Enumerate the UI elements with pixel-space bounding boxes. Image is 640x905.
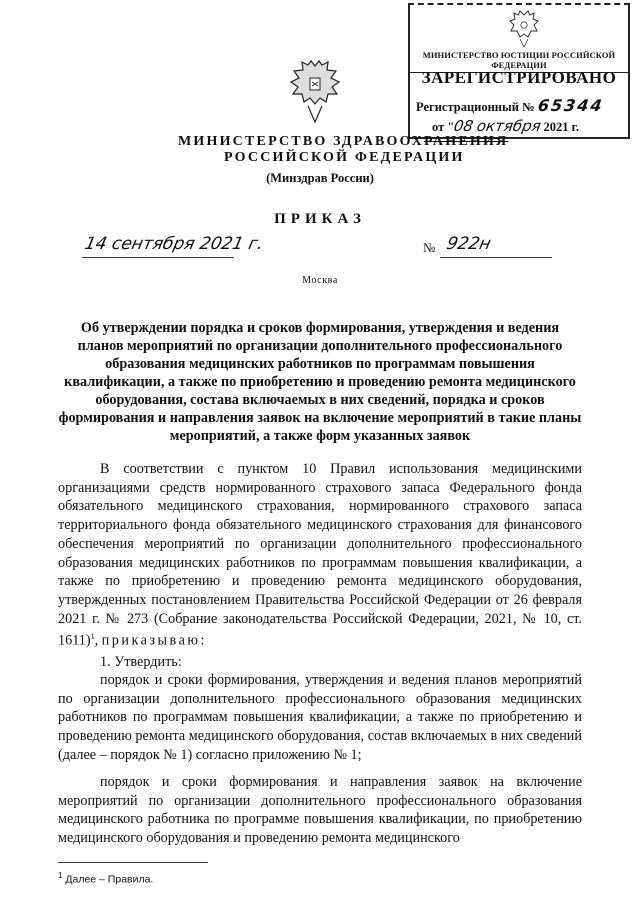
double-headed-eagle-icon: [506, 9, 542, 49]
stamp-registration-line: [416, 96, 603, 115]
stamp-date-month: октября: [474, 117, 542, 135]
ministry-name-part1: МИНИСТЕРСТВО ЗДРАВООХ: [178, 134, 424, 149]
document-type: ПРИКАЗ: [274, 211, 366, 227]
stamp-date-line: [432, 117, 579, 135]
ministry-short-name: (Минздрав России): [266, 171, 374, 185]
order-verb: приказываю:: [101, 633, 207, 650]
stamp-date-prefix: от ": [432, 120, 455, 134]
order-date-underline: [82, 257, 234, 258]
ministry-name-part2: РАНЕНИЯ: [423, 134, 509, 149]
stamp-reg-number: 65344: [536, 96, 605, 115]
order-date: 14 сентября 2021 г.: [82, 234, 266, 254]
document-title: Об утверждении порядка и сроков формирования, утверждения и ведения планов мероприятий по организации дополнительного профессионального образования медицинских работников по программам повышения квалификации, а также по приобретению и проведению ремонта медицинского оборудования, состава включаемых в них сведений, порядка и сроков формирования и направления заявок на включение мероприятий в такие планы мероприятий, а также форм указанных заявок: [58, 320, 582, 444]
clause-1-item-2: порядок и сроки формирования и направления заявок на включение мероприятий по организации дополнительного профессионального образования медицинского работника по программе повышения квалификации, по приобретению медицинского оборудования и проведению ремонта медицинского: [58, 774, 582, 847]
preamble-text: В соответствии с пунктом 10 Правил использования медицинскими организациями средств нормированного страхового запаса Федерального фонда обязательного медицинского страхования, нормированного страхового запаса территориального фонда обязательного медицинского страхования для финансового обеспечения мероприятий по организации дополнительного профессионального образования медицинских работников по программам повышения квалификации, а также по приобретению и проведению ремонта медицинского оборудования, утвержденных постановлением Правительства Российской Федерации от 26 февраля 2021 г. № 273 (Собрание законодательства Российской Федерации, 2021, № 10, ст. 1611): [58, 461, 582, 650]
coat-of-arms-icon: [286, 60, 344, 126]
ministry-name-line1: [178, 134, 508, 150]
stamp-date-year: 2021 г.: [543, 120, 579, 134]
footnote-divider: [58, 862, 208, 863]
stamp-registered-label: ЗАРЕГИСТРИРОВАНО: [421, 68, 617, 87]
order-number: 922н: [444, 234, 493, 254]
order-number-sign: №: [423, 240, 436, 255]
stamp-reg-label: Регистрационный №: [416, 100, 535, 114]
city: Москва: [302, 275, 338, 286]
preamble-paragraph: [58, 460, 582, 651]
order-number-underline: [440, 257, 552, 258]
clause-1-item-1: порядок и сроки формирования, утверждения и ведения планов мероприятий по организации дополнительного профессионального образования медицинских работников по программам повышения квалификации, а также по приобретению и проведению ремонта медицинского оборудования, состав включаемых в них сведений (далее – порядок № 1) согласно приложению № 1;: [58, 672, 582, 763]
stamp-date-day: 08: [452, 117, 475, 135]
stamp-ministry-name: МИНИСТЕРСТВО ЮСТИЦИИ РОССИЙСКОЙ ФЕДЕРАЦИИ: [410, 50, 628, 73]
footnote: [58, 871, 153, 886]
registration-stamp: [408, 3, 630, 139]
preamble-comma: ,: [94, 633, 99, 650]
ministry-name-line2: РОССИЙСКОЙ ФЕДЕРАЦИИ: [224, 150, 465, 165]
footnote-ref: 1: [90, 632, 95, 642]
clause-1-heading: 1. Утвердить:: [100, 654, 182, 670]
footnote-text: Далее – Правила.: [62, 873, 154, 886]
footnote-mark: 1: [58, 871, 63, 880]
